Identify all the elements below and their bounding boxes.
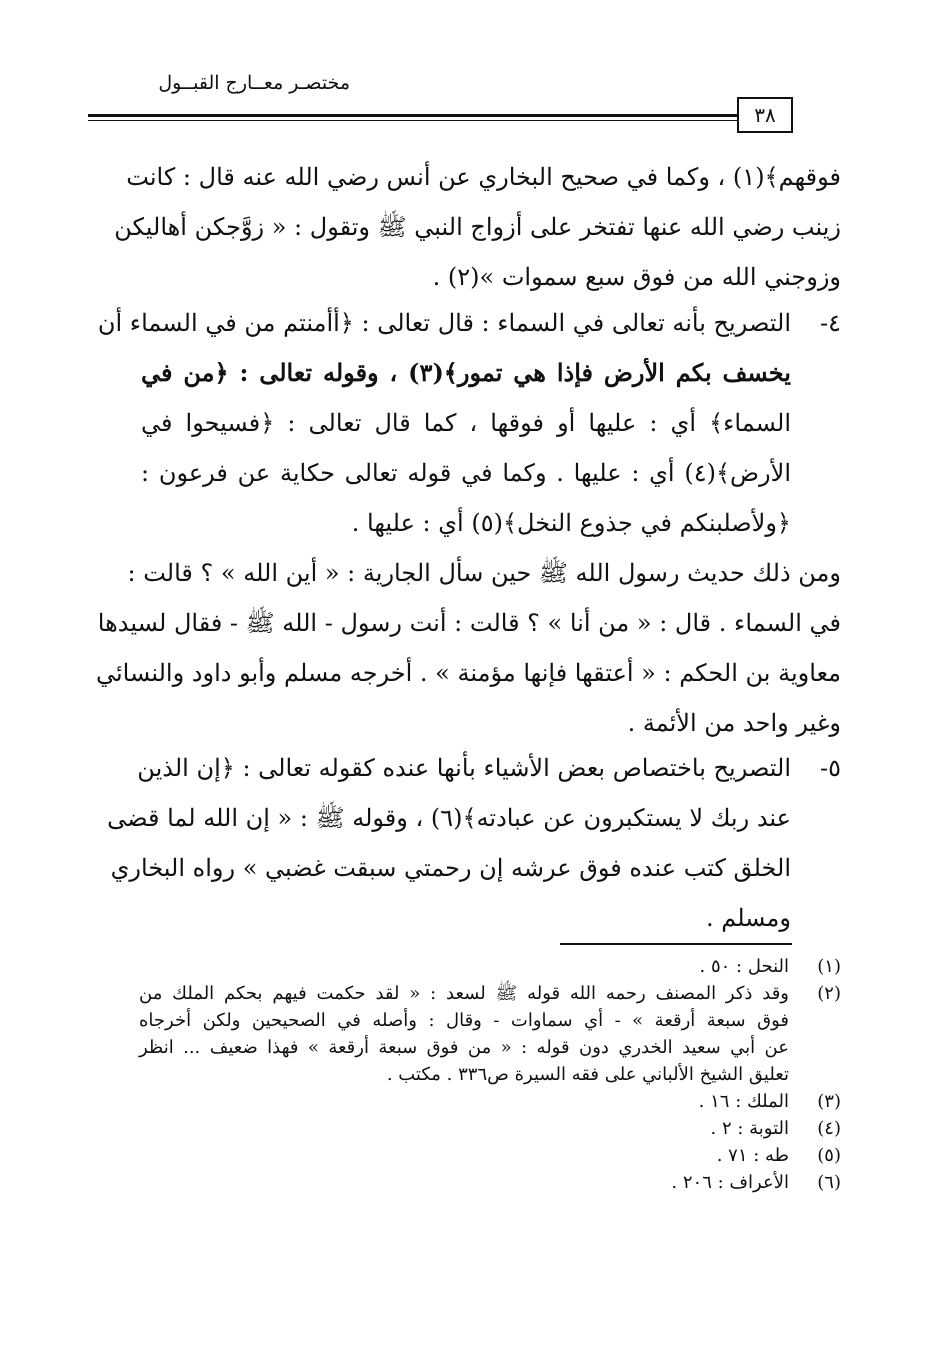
footnote-number: (٦) [817,1172,841,1193]
text-line: الأرض﴾(٤) أي : عليها . وكما في قوله تعالى حكاية عن فرعون : [141,459,791,487]
running-title: مختصـر معــارج القبــول [158,72,350,94]
header-rule-thin [88,120,793,121]
header-rule [88,114,793,117]
footnote-text: الملك : ١٦ . [698,1091,789,1112]
text-line: فوقهم﴾(١) ، وكما في صحيح البخاري عن أنس رضي الله عنه قال : كانت [126,163,841,191]
text-line: السماء﴾ أي : عليها أو فوقها ، كما قال تعالى : ﴿فسيحوا في [141,409,791,437]
footnote [139,1115,841,1142]
text-line: وغير واحد من الأئمة . [627,709,841,737]
footnote [139,1088,841,1115]
footnote-number: (١) [817,956,841,977]
footnote-text: النحل : ٥٠ . [699,956,789,977]
footnote-number: (٢) [817,983,841,1004]
footnote-text: عن أبي سعيد الخدري دون قوله : « من فوق سبعة أرقعة » فهذا ضعيف ... انظر [139,1037,789,1058]
footnotes [139,953,841,1196]
text-line: عند ربك لا يستكبرون عن عبادته﴾(٦) ، وقوله ﷺ : « إن الله لما قضى [107,804,791,832]
text-line: ﴿ولأصلبنكم في جذوع النخل﴾(٥) أي : عليها . [351,509,791,537]
list-number: ٤- [820,309,841,337]
footnote-number: (٣) [817,1091,841,1112]
text-line: الخلق كتب عنده فوق عرشه إن رحمتي سبقت غضبي » رواه البخاري [110,854,791,882]
footnote-text: طه : ٧١ . [716,1145,789,1166]
text-line: زينب رضي الله عنها تفتخر على أزواج النبي ﷺ وتقول : « زوَّجكن أهاليكن [114,213,841,241]
footnote-text: وقد ذكر المصنف رحمه الله قوله ﷺ لسعد : « لقد حكمت فيهم بحكم الملك من [139,983,789,1004]
footnote-number: (٥) [817,1145,841,1166]
text-line: ومن ذلك حديث رسول الله ﷺ حين سأل الجارية : « أين الله » ؟ قالت : [127,559,841,587]
footnote [139,1142,841,1169]
text-line: معاوية بن الحكم : « أعتقها فإنها مؤمنة » . أخرجه مسلم وأبو داود والنسائي [95,659,841,687]
text-line: وزوجني الله من فوق سبع سموات »(٢) . [432,263,841,291]
footnote-text: التوبة : ٢ . [710,1118,789,1139]
footnote [139,1169,841,1196]
footnote-text: تعليق الشيخ الألباني على فقه السيرة ص٣٣٦ . مكتب . [386,1064,789,1085]
list-item-4 [97,298,841,548]
page-number: ٣٨ [737,97,793,133]
text-line: في السماء . قال : « من أنا » ؟ قالت : أنت رسول - الله ﷺ - فقال لسيدها [97,609,841,637]
text-line: ومسلم . [705,904,791,932]
footnote-text: الأعراف : ٢٠٦ . [671,1172,789,1193]
paragraph [95,548,841,748]
footnote [139,953,841,980]
text-line: التصريح بأنه تعالى في السماء : قال تعالى : ﴿أأمنتم من في السماء أن [97,309,791,337]
footnote [139,980,841,1088]
text-line: التصريح باختصاص بعض الأشياء بأنها عنده كقوله تعالى : ﴿إن الذين [137,754,791,782]
list-number: ٥- [820,754,841,782]
footnote-separator [560,943,792,945]
list-item-5 [107,743,841,943]
text-line: يخسف بكم الأرض فإذا هي تمور﴾(٣) ، وقوله تعالى : ﴿من في [141,358,791,387]
paragraph-continuation [114,152,841,302]
footnote-text: فوق سبعة أرقعة » - أي سماوات - وقال : وأصله في الصحيحين ولكن أخرجاه [139,1010,789,1031]
footnote-number: (٤) [817,1118,841,1139]
